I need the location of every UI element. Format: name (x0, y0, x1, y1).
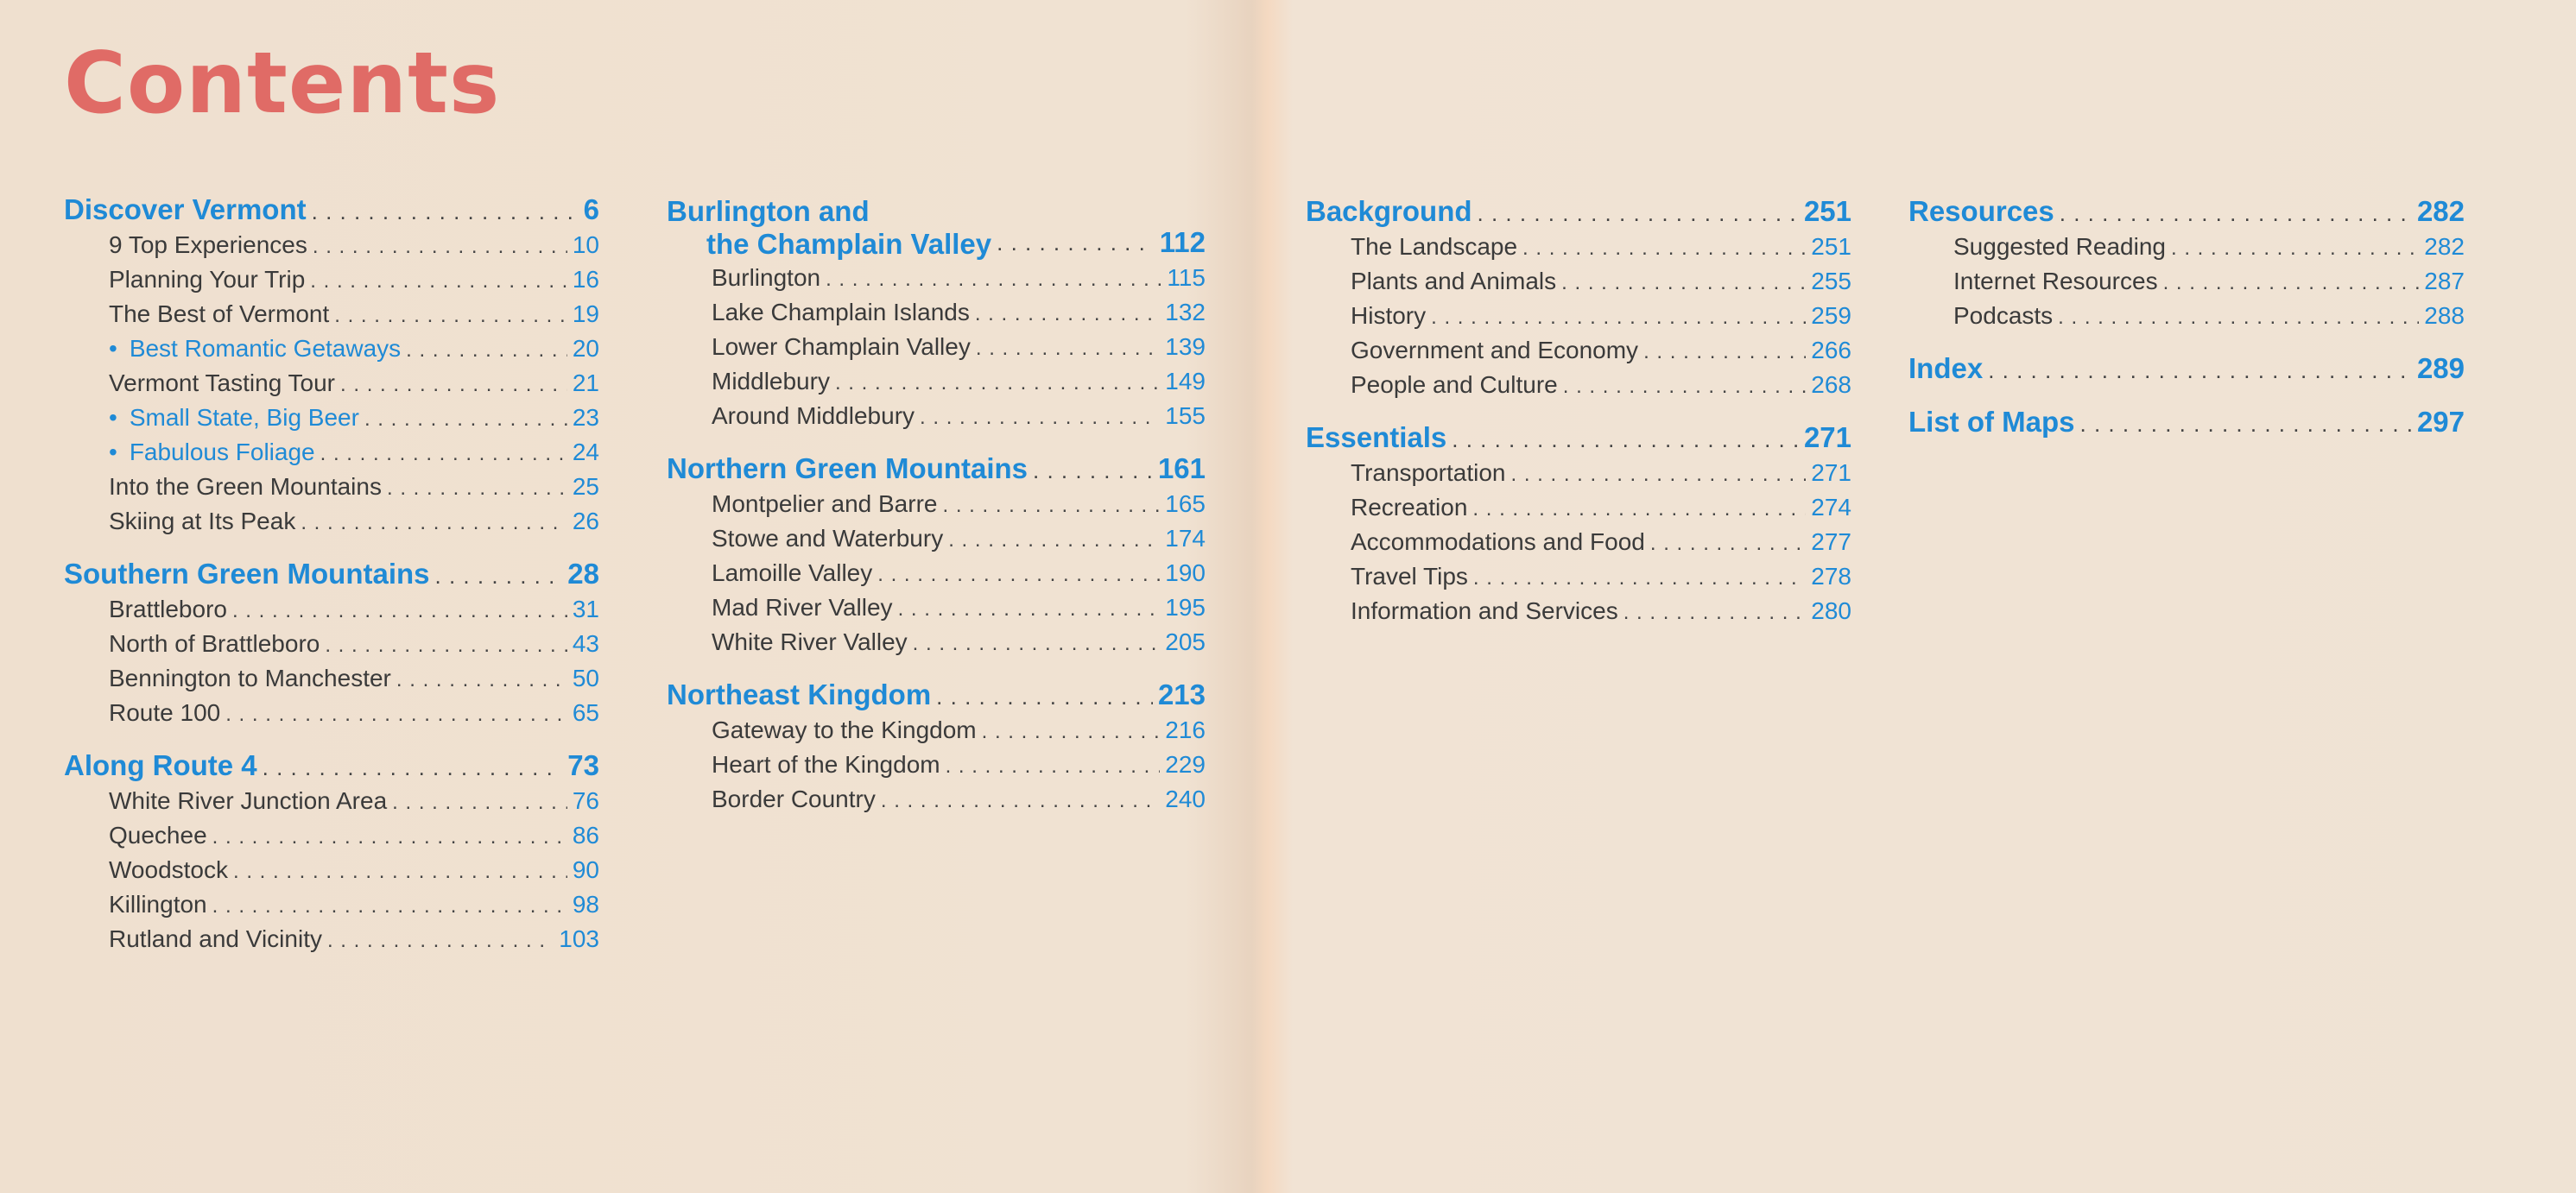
entry-title: Heart of the Kingdom (712, 751, 940, 778)
entry-title: Stowe and Waterbury (712, 525, 944, 552)
toc-entry-link[interactable] (667, 782, 1206, 817)
toc-entry-link[interactable] (1306, 456, 1851, 490)
section-title: Essentials (1306, 421, 1447, 453)
entry-title: History (1351, 302, 1427, 329)
entry-page-number: 98 (572, 891, 599, 918)
entry-page-number: 25 (572, 473, 599, 500)
entry-title: Podcasts (1953, 302, 2054, 329)
section-page-number: 282 (2416, 195, 2465, 227)
section-heading-link[interactable] (64, 556, 599, 592)
entry-title: Lamoille Valley (712, 559, 873, 586)
entry-page-number: 21 (572, 369, 599, 396)
dot-leader (936, 679, 1153, 715)
dot-leader (435, 558, 563, 594)
toc-entry-link[interactable] (1908, 299, 2465, 333)
toc-column-3 (1306, 193, 1851, 646)
entry-page-number: 255 (1811, 268, 1851, 294)
toc-entry-link[interactable] (667, 261, 1206, 295)
dot-leader (334, 299, 567, 333)
section-page-number: 251 (1803, 195, 1851, 227)
section-page-number: 161 (1157, 452, 1206, 484)
entry-page-number: 139 (1165, 333, 1206, 360)
section-heading-link[interactable] (667, 677, 1206, 713)
entry-title: Gateway to the Kingdom (712, 716, 977, 743)
entry-title: Mad River Valley (712, 594, 893, 621)
toc-column-2 (667, 192, 1206, 834)
entry-title: White River Junction Area (109, 787, 388, 814)
toc-entry-link[interactable] (667, 713, 1206, 748)
toc-entry-link[interactable] (1306, 299, 1851, 333)
entry-page-number: 277 (1811, 528, 1851, 555)
toc-entry-link[interactable] (64, 297, 599, 331)
section-title: Along Route 4 (64, 749, 257, 781)
section-title: Resources (1908, 195, 2054, 227)
bullet-icon: • (109, 439, 117, 465)
toc-section (1908, 193, 2465, 333)
section-page-number: 289 (2416, 352, 2465, 384)
entry-page-number: 190 (1165, 559, 1206, 586)
section-page-number: 297 (2416, 406, 2465, 438)
toc-entry-link[interactable] (64, 470, 599, 504)
dot-leader (881, 784, 1160, 818)
entry-page-number: 24 (572, 439, 599, 465)
section-title: Northeast Kingdom (667, 679, 932, 710)
entry-page-number: 16 (572, 266, 599, 293)
entry-page-number: 280 (1811, 597, 1851, 624)
dot-leader (340, 368, 567, 402)
entry-page-number: 205 (1165, 628, 1206, 655)
dot-leader (1563, 369, 1807, 404)
dot-leader (232, 594, 567, 628)
entry-title: The Best of Vermont (109, 300, 330, 327)
dot-leader (898, 592, 1161, 627)
toc-entry-link[interactable] (1306, 594, 1851, 628)
dot-leader (387, 471, 567, 506)
toc-entry-link[interactable] (64, 262, 599, 297)
entry-title: Accommodations and Food (1351, 528, 1645, 555)
entry-title: Lake Champlain Islands (712, 299, 970, 325)
dot-leader (1988, 352, 2412, 388)
entry-title (109, 401, 359, 435)
dot-leader (2080, 406, 2412, 442)
entry-page-number: 86 (572, 822, 599, 849)
entry-title: Quechee (109, 822, 207, 849)
entry-page-number: 26 (572, 508, 599, 534)
dot-leader (233, 855, 567, 889)
entry-title: People and Culture (1351, 371, 1558, 398)
section-title: Northern Green Mountains (667, 452, 1029, 484)
toc-entry-link[interactable] (64, 435, 599, 470)
toc-entry-link[interactable] (1908, 230, 2465, 264)
dot-leader (877, 558, 1160, 592)
section-heading-link[interactable] (667, 192, 1206, 261)
toc-entry-link[interactable] (667, 295, 1206, 330)
toc-entry-link[interactable] (667, 330, 1206, 364)
toc-section (667, 192, 1206, 433)
entry-page-number: 50 (572, 665, 599, 691)
section-title (667, 195, 991, 261)
entry-page-number: 268 (1811, 371, 1851, 398)
section-heading-link[interactable] (1306, 420, 1851, 456)
toc-entry-link[interactable] (1306, 559, 1851, 594)
dot-leader (327, 924, 554, 958)
dot-leader (1511, 458, 1807, 492)
toc-entry-link[interactable] (667, 748, 1206, 782)
entry-title: Middlebury (712, 368, 830, 395)
entry-page-number: 31 (572, 596, 599, 622)
bullet-icon: • (109, 335, 117, 362)
dot-leader (1033, 452, 1153, 489)
entry-page-number: 288 (2424, 302, 2465, 329)
dot-leader (1478, 195, 1799, 231)
toc-entry-link[interactable] (64, 627, 599, 661)
entry-title: Montpelier and Barre (712, 490, 938, 517)
entry-page-number: 132 (1165, 299, 1206, 325)
section-heading-link[interactable] (1908, 350, 2465, 387)
dot-leader (1643, 335, 1806, 369)
entry-page-number: 271 (1811, 459, 1851, 486)
dot-leader (835, 366, 1160, 401)
toc-section (64, 556, 599, 730)
entry-page-number: 216 (1165, 716, 1206, 743)
section-page-number: 6 (583, 193, 599, 225)
dot-leader (1623, 596, 1807, 630)
toc-entry-link[interactable] (64, 922, 599, 956)
dot-leader (976, 331, 1160, 366)
section-heading-link[interactable] (667, 451, 1206, 487)
toc-entry-link[interactable] (667, 556, 1206, 590)
dot-leader (212, 889, 567, 924)
section-heading-link[interactable] (1306, 193, 1851, 230)
toc-section (1306, 193, 1851, 402)
entry-title-text: Best Romantic Getaways (129, 335, 402, 362)
dot-leader (1561, 266, 1806, 300)
entry-page-number: 65 (572, 699, 599, 726)
dot-leader (997, 224, 1155, 261)
toc-entry-link[interactable] (1908, 264, 2465, 299)
entry-title-text: Small State, Big Beer (129, 404, 359, 431)
entry-title: Rutland and Vicinity (109, 925, 322, 952)
toc-column-4 (1908, 193, 2465, 458)
dot-leader (913, 627, 1161, 661)
toc-entry-link[interactable] (64, 228, 599, 262)
dot-leader (826, 262, 1161, 297)
entry-title: Travel Tips (1351, 563, 1468, 590)
entry-page-number: 266 (1811, 337, 1851, 363)
entry-page-number: 19 (572, 300, 599, 327)
section-title-line-1: Burlington and (667, 195, 870, 227)
entry-title: North of Brattleboro (109, 630, 320, 657)
toc-entry-link[interactable] (1306, 264, 1851, 299)
entry-title: Recreation (1351, 494, 1468, 521)
entry-page-number: 23 (572, 404, 599, 431)
entry-title: Brattleboro (109, 596, 227, 622)
section-page-number: 28 (567, 558, 599, 590)
toc-entry-link[interactable] (1306, 333, 1851, 368)
entry-title: Suggested Reading (1953, 233, 2166, 260)
toc-entry-link[interactable] (1306, 230, 1851, 264)
toc-section (64, 192, 599, 539)
toc-entry-link[interactable] (667, 590, 1206, 625)
dot-leader (313, 230, 567, 264)
entry-title: 9 Top Experiences (109, 231, 307, 258)
entry-page-number: 174 (1165, 525, 1206, 552)
entry-title: Lower Champlain Valley (712, 333, 971, 360)
toc-entry-link[interactable] (667, 487, 1206, 521)
toc-section (1306, 420, 1851, 628)
section-heading-link[interactable] (64, 748, 599, 784)
toc-entry-link[interactable] (64, 784, 599, 818)
toc-entry-link[interactable] (1306, 525, 1851, 559)
entry-title: Burlington (712, 264, 821, 291)
toc-entry-link[interactable] (64, 504, 599, 539)
entry-page-number: 90 (572, 856, 599, 883)
dot-leader (2171, 231, 2419, 266)
entry-page-number: 278 (1811, 563, 1851, 590)
dot-leader (920, 401, 1160, 435)
entry-page-number: 287 (2424, 268, 2465, 294)
toc-entry-link[interactable] (667, 399, 1206, 433)
entry-title: White River Valley (712, 628, 908, 655)
toc-entry-link[interactable] (64, 401, 599, 435)
entry-page-number: 251 (1811, 233, 1851, 260)
dot-leader (1452, 421, 1799, 458)
dot-leader (301, 506, 567, 540)
entry-title: Around Middlebury (712, 402, 915, 429)
entry-page-number: 259 (1811, 302, 1851, 329)
dot-leader (320, 437, 567, 471)
dot-leader (1522, 231, 1806, 266)
dot-leader (396, 663, 567, 697)
entry-page-number: 43 (572, 630, 599, 657)
toc-entry-link[interactable] (667, 625, 1206, 660)
entry-title: Information and Services (1351, 597, 1618, 624)
toc-section (667, 677, 1206, 817)
entry-title: Bennington to Manchester (109, 665, 391, 691)
dot-leader (1472, 492, 1806, 527)
entry-title (109, 331, 401, 366)
entry-title: Killington (109, 891, 207, 918)
entry-page-number: 274 (1811, 494, 1851, 521)
entry-title: Into the Green Mountains (109, 473, 382, 500)
entry-page-number: 229 (1165, 751, 1206, 778)
entry-title: Border Country (712, 786, 876, 812)
section-heading-link[interactable] (1908, 404, 2465, 440)
entry-page-number: 149 (1165, 368, 1206, 395)
dot-leader (263, 749, 563, 786)
entry-page-number: 282 (2424, 233, 2465, 260)
section-page-number: 271 (1803, 421, 1851, 453)
dot-leader (325, 628, 567, 663)
toc-entry-link[interactable] (64, 853, 599, 887)
entry-title: Internet Resources (1953, 268, 2158, 294)
entry-title (109, 435, 315, 470)
toc-entry-link[interactable] (64, 696, 599, 730)
section-page-number: 213 (1157, 679, 1206, 710)
dot-leader (982, 715, 1161, 749)
dot-leader (406, 333, 567, 368)
entry-page-number: 165 (1165, 490, 1206, 517)
section-page-number: 112 (1159, 226, 1206, 258)
entry-page-number: 240 (1165, 786, 1206, 812)
entry-page-number: 76 (572, 787, 599, 814)
page-title: Contents (64, 35, 501, 133)
entry-title: Woodstock (109, 856, 228, 883)
section-title: Index (1908, 352, 1984, 384)
entry-title: Vermont Tasting Tour (109, 369, 336, 396)
entry-title-text: Fabulous Foliage (129, 439, 315, 465)
dot-leader (225, 697, 567, 732)
toc-entry-link[interactable] (64, 818, 599, 853)
entry-title: Plants and Animals (1351, 268, 1557, 294)
dot-leader (2163, 266, 2420, 300)
dot-leader (392, 786, 567, 820)
toc-section (1908, 350, 2465, 387)
dot-leader (1650, 527, 1806, 561)
toc-entry-link[interactable] (667, 521, 1206, 556)
toc-entry-link[interactable] (64, 887, 599, 922)
entry-title: Route 100 (109, 699, 221, 726)
toc-section (1908, 404, 2465, 440)
dot-leader (1431, 300, 1806, 335)
dot-leader (948, 523, 1160, 558)
dot-leader (975, 297, 1160, 331)
dot-leader (946, 749, 1161, 784)
entry-title: Planning Your Trip (109, 266, 306, 293)
entry-title: Government and Economy (1351, 337, 1639, 363)
section-title: Background (1306, 195, 1472, 227)
toc-entry-link[interactable] (1306, 368, 1851, 402)
section-title-line-2: the Champlain Valley (706, 228, 992, 260)
dot-leader (212, 820, 567, 855)
toc-column-1 (64, 192, 599, 974)
toc-entry-link[interactable] (667, 364, 1206, 399)
entry-page-number: 10 (572, 231, 599, 258)
toc-entry-link[interactable] (64, 331, 599, 366)
section-title: Discover Vermont (64, 193, 307, 225)
dot-leader (312, 193, 579, 230)
entry-page-number: 155 (1165, 402, 1206, 429)
dot-leader (310, 264, 567, 299)
entry-page-number: 20 (572, 335, 599, 362)
dot-leader (2060, 195, 2412, 231)
bullet-icon: • (109, 404, 117, 431)
entry-page-number: 115 (1167, 264, 1206, 291)
toc-entry-link[interactable] (64, 661, 599, 696)
toc-section (667, 451, 1206, 660)
dot-leader (942, 489, 1160, 523)
section-page-number: 73 (567, 749, 599, 781)
entry-page-number: 195 (1165, 594, 1206, 621)
entry-title: Transportation (1351, 459, 1506, 486)
toc-entry-link[interactable] (1306, 490, 1851, 525)
section-title: List of Maps (1908, 406, 2075, 438)
section-heading-link[interactable] (64, 192, 599, 228)
toc-entry-link[interactable] (64, 592, 599, 627)
section-heading-link[interactable] (1908, 193, 2465, 230)
dot-leader (2058, 300, 2419, 335)
toc-entry-link[interactable] (64, 366, 599, 401)
entry-title: The Landscape (1351, 233, 1518, 260)
dot-leader (1473, 561, 1806, 596)
dot-leader (364, 402, 567, 437)
toc-section (64, 748, 599, 956)
entry-page-number: 103 (559, 925, 599, 952)
entry-title: Skiing at Its Peak (109, 508, 296, 534)
section-title: Southern Green Mountains (64, 558, 430, 590)
